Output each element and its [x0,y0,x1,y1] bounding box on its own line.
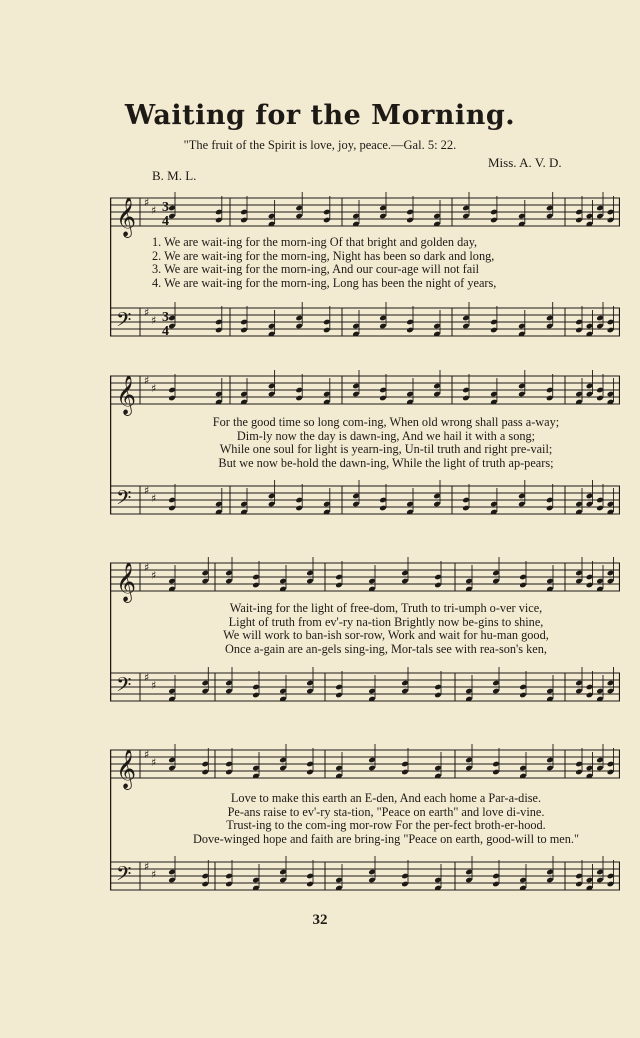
lyric-line: Dim-ly now the day is dawn-ing, And we hail it with a song; [236,429,536,443]
scripture-epigraph: "The fruit of the Spirit is love, joy, peace.—Gal. 5: 22. [183,138,457,152]
lyric-line: Once a-gain are an-gels sing-ing, Mor-tals see with rea-son's ken, [225,642,547,656]
time-signature-upper: 3 [162,200,169,215]
lyric-line: For the good time so long com-ing, When old wrong shall pass a-way; [212,416,560,429]
time-signature-lower: 4 [162,324,169,339]
lyric-line: Love to make this earth an E-den, And each home a Par-a-dise. [230,792,542,805]
sharp-icon: ♯ [151,756,157,769]
lyric-line: Trust-ing to the com-ing mor-row For the per-fect broth-er-hood. [226,819,546,833]
bass-clef-icon: 𝄢 [116,673,132,701]
time-signature-lower: 4 [162,214,169,229]
lyric-line: But we now be-hold the dawn-ing, While the light of truth ap-pears; [218,456,554,470]
lyrics-block-1 [152,236,620,290]
lyric-line: Wait-ing for the light of free-dom, Truth to tri-umph o-ver vice, [229,602,543,615]
sharp-icon: ♯ [151,204,157,217]
bass-clef-icon: 𝄢 [116,308,132,336]
sharp-icon: ♯ [144,671,150,684]
treble-clef-icon: 𝄞 [116,375,137,415]
time-signature-upper: 3 [162,310,169,325]
bass-clef-icon: 𝄢 [116,486,132,514]
treble-clef-icon: 𝄞 [116,749,137,789]
sharp-icon: ♯ [144,860,150,873]
lyric-line: 1. We are wait-ing for the morn-ing Of that bright and golden day, [152,236,478,249]
lyric-line: Pe-ans raise to ev'-ry sta-tion, "Peace on earth" and love di-vine. [227,805,545,819]
lyricist-credit: B. M. L. [152,168,197,183]
sharp-icon: ♯ [151,868,157,881]
music-system-2 [110,368,620,528]
sharp-icon: ♯ [144,374,150,387]
sharp-icon: ♯ [151,382,157,395]
sharp-icon: ♯ [151,569,157,582]
lyric-line: Dove-winged hope and faith are bring-ing "Peace on earth, good-will to men." [192,832,579,846]
lyric-line: 4. We are wait-ing for the morn-ing, Long has been the night of years, [152,276,497,290]
lyrics-block-4 [152,792,620,846]
music-system-4 [110,742,620,907]
lyric-line: 3. We are wait-ing for the morn-ing, And our cour-age will not fail [152,263,480,277]
hymn-title: Waiting for the Morning. [124,100,516,131]
music-system-3 [110,555,620,715]
lyric-line: Light of truth from ev'-ry na-tion Brightly now be-gins to shine, [228,615,544,629]
sharp-icon: ♯ [144,561,150,574]
treble-clef-icon: 𝄞 [116,197,137,237]
sharp-icon: ♯ [144,748,150,761]
lyric-line: We will work to ban-ish sor-row, Work and wait for hu-man good, [223,629,549,643]
lyric-line: While one soul for light is yearn-ing, Un-til truth and right pre-vail; [219,443,553,457]
lyrics-block-2 [152,416,620,470]
bass-clef-icon: 𝄢 [116,862,132,890]
lyric-line: 2. We are wait-ing for the morn-ing, Night has been so dark and long, [152,249,495,263]
sharp-icon: ♯ [151,492,157,505]
sharp-icon: ♯ [144,196,150,209]
music-system-1 [110,190,620,350]
lyrics-block-3 [152,602,620,656]
sharp-icon: ♯ [144,484,150,497]
sharp-icon: ♯ [151,314,157,327]
treble-clef-icon: 𝄞 [116,562,137,602]
page-number: 32 [312,912,328,928]
composer-credit: Miss. A. V. D. [488,155,562,170]
sharp-icon: ♯ [144,306,150,319]
sharp-icon: ♯ [151,679,157,692]
